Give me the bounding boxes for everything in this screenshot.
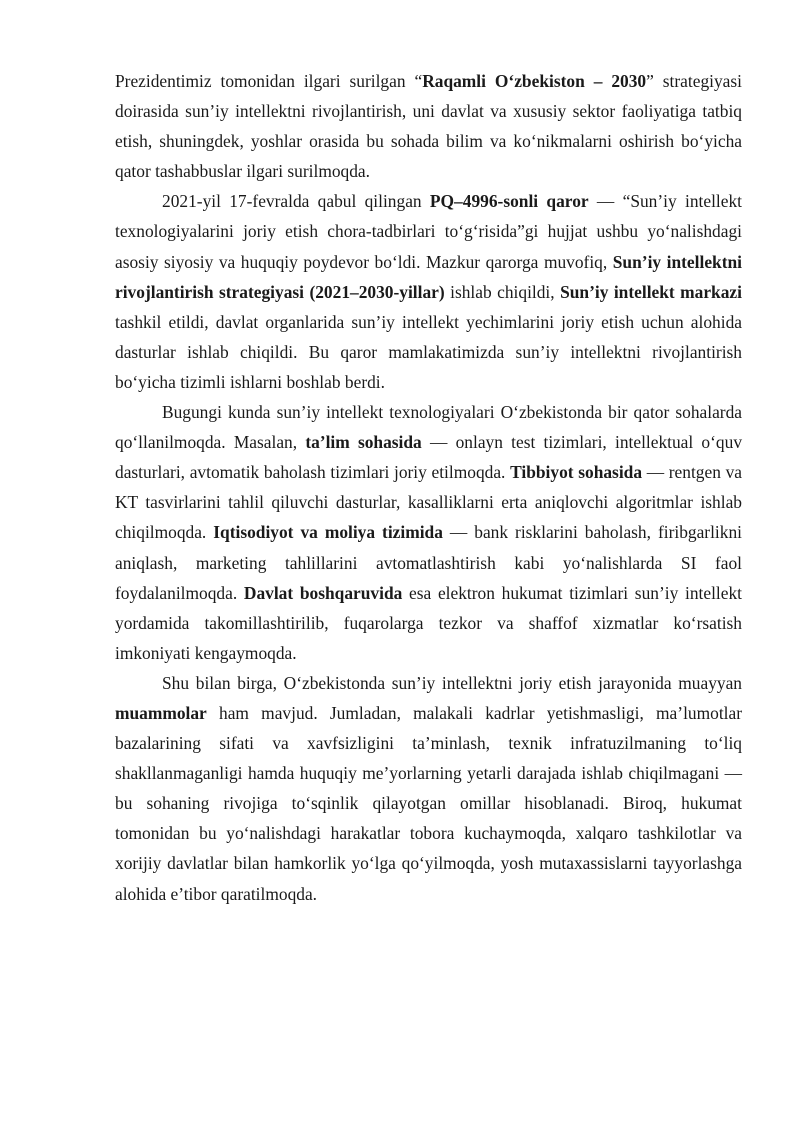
text-run: Shu bilan birga, O‘zbekistonda sun’iy intellektni joriy etish jarayonida muayyan [162,672,742,693]
bold-term-ai-center: Sun’iy intellekt markazi [560,281,742,302]
text-run: ” strategiyasi doirasida sun’iy intellektni rivojlantirish, uni davlat va xususiy sektor faoliyatiga tatbiq etish, shuningdek, yoshlar orasida bu sohada bilim va ko‘nikmalarni oshirish bo‘yicha qator tashabbuslar ilgari surilmoqda. [115,71,742,182]
text-run: Bugungi kunda sun’iy intellekt texnologiyalari O‘zbekistonda bir qator sohalarda qo‘llanilmoqda. Masalan, [115,402,742,453]
text-run: Prezidentimiz tomonidan ilgari surilgan “ [115,71,423,91]
paragraph-2 [115,186,742,397]
bold-term-pq-4996: PQ–4996-sonli qaror [429,191,589,212]
text-run: — rentgen va KT tasvirlarini tahlil qiluvchi dasturlar, kasalliklarni erta aniqlovchi algoritmlar ishlab chiqilmoqda. [115,462,743,543]
paragraph-4 [115,668,742,909]
paragraph-3 [115,397,742,668]
document-page [115,66,742,909]
bold-term-problems: muammolar [115,702,207,723]
bold-term-education: ta’lim sohasida [305,432,422,453]
bold-term-raqamli-ozbekiston: Raqamli O‘zbekiston – 2030 [422,71,647,91]
paragraph-1 [115,66,742,186]
text-run: ishlab chiqildi, [444,281,561,302]
text-run: — “Sun’iy intellekt texnologiyalarini joriy etish chora-tadbirlari to‘g‘risida”gi hujjat ushbu yo‘nalishdagi asosiy siyosiy va huquqiy poydevor bo‘ldi. Mazkur qarorga muvofiq, [115,191,742,272]
bold-term-economy-finance: Iqtisodiyot va moliya tizimida [213,522,443,543]
text-run: 2021-yil 17-fevralda qabul qilingan [162,191,430,212]
text-run: tashkil etildi, davlat organlarida sun’iy intellekt yechimlarini joriy etish uchun alohida dasturlar ishlab chiqildi. Bu qaror mamlakatimizda sun’iy intellektni rivojlantirish bo‘yicha tizimli ishlarni boshlab berdi. [115,311,742,392]
bold-term-medicine: Tibbiyot sohasida [510,462,643,483]
bold-term-strategy: Sun’iy intellektni rivojlantirish strategiyasi (2021–2030-yillar) [115,251,743,302]
text-run: — onlayn test tizimlari, intellektual o‘quv dasturlari, avtomatik baholash tizimlari joriy etilmoqda. [115,432,743,483]
text-run: ham mavjud. Jumladan, malakali kadrlar yetishmasligi, ma’lumotlar bazalarining sifati va xavfsizligini ta’minlash, texnik infratuzilmaning to‘liq shakllanmaganligi hamda huquqiy me’yorlarning yetarli darajada ishlab chiqilmagani — bu sohaning rivojiga to‘sqinlik qilayotgan omillar hisoblanadi. Biroq, hukumat tomonidan bu yo‘nalishdagi harakatlar tobora kuchaymoqda, xalqaro tashkilotlar va xorijiy davlatlar bilan hamkorlik yo‘lga qo‘yilmoqda, yosh mutaxassislarni tayyorlashga alohida e’tibor qaratilmoqda. [115,702,742,904]
bold-term-public-administration: Davlat boshqaruvida [243,582,403,603]
text-run: — bank risklarini baholash, firibgarlikni aniqlash, marketing tahlillarini avtomatlashtirish kabi yo‘nalishlarda SI faol foydalanilmoqda. [115,522,742,603]
text-run: esa elektron hukumat tizimlari sun’iy intellekt yordamida takomillashtirilib, fuqarolarga tezkor va shaffof xizmatlar ko‘rsatish imkoniyati kengaymoqda. [115,582,742,663]
